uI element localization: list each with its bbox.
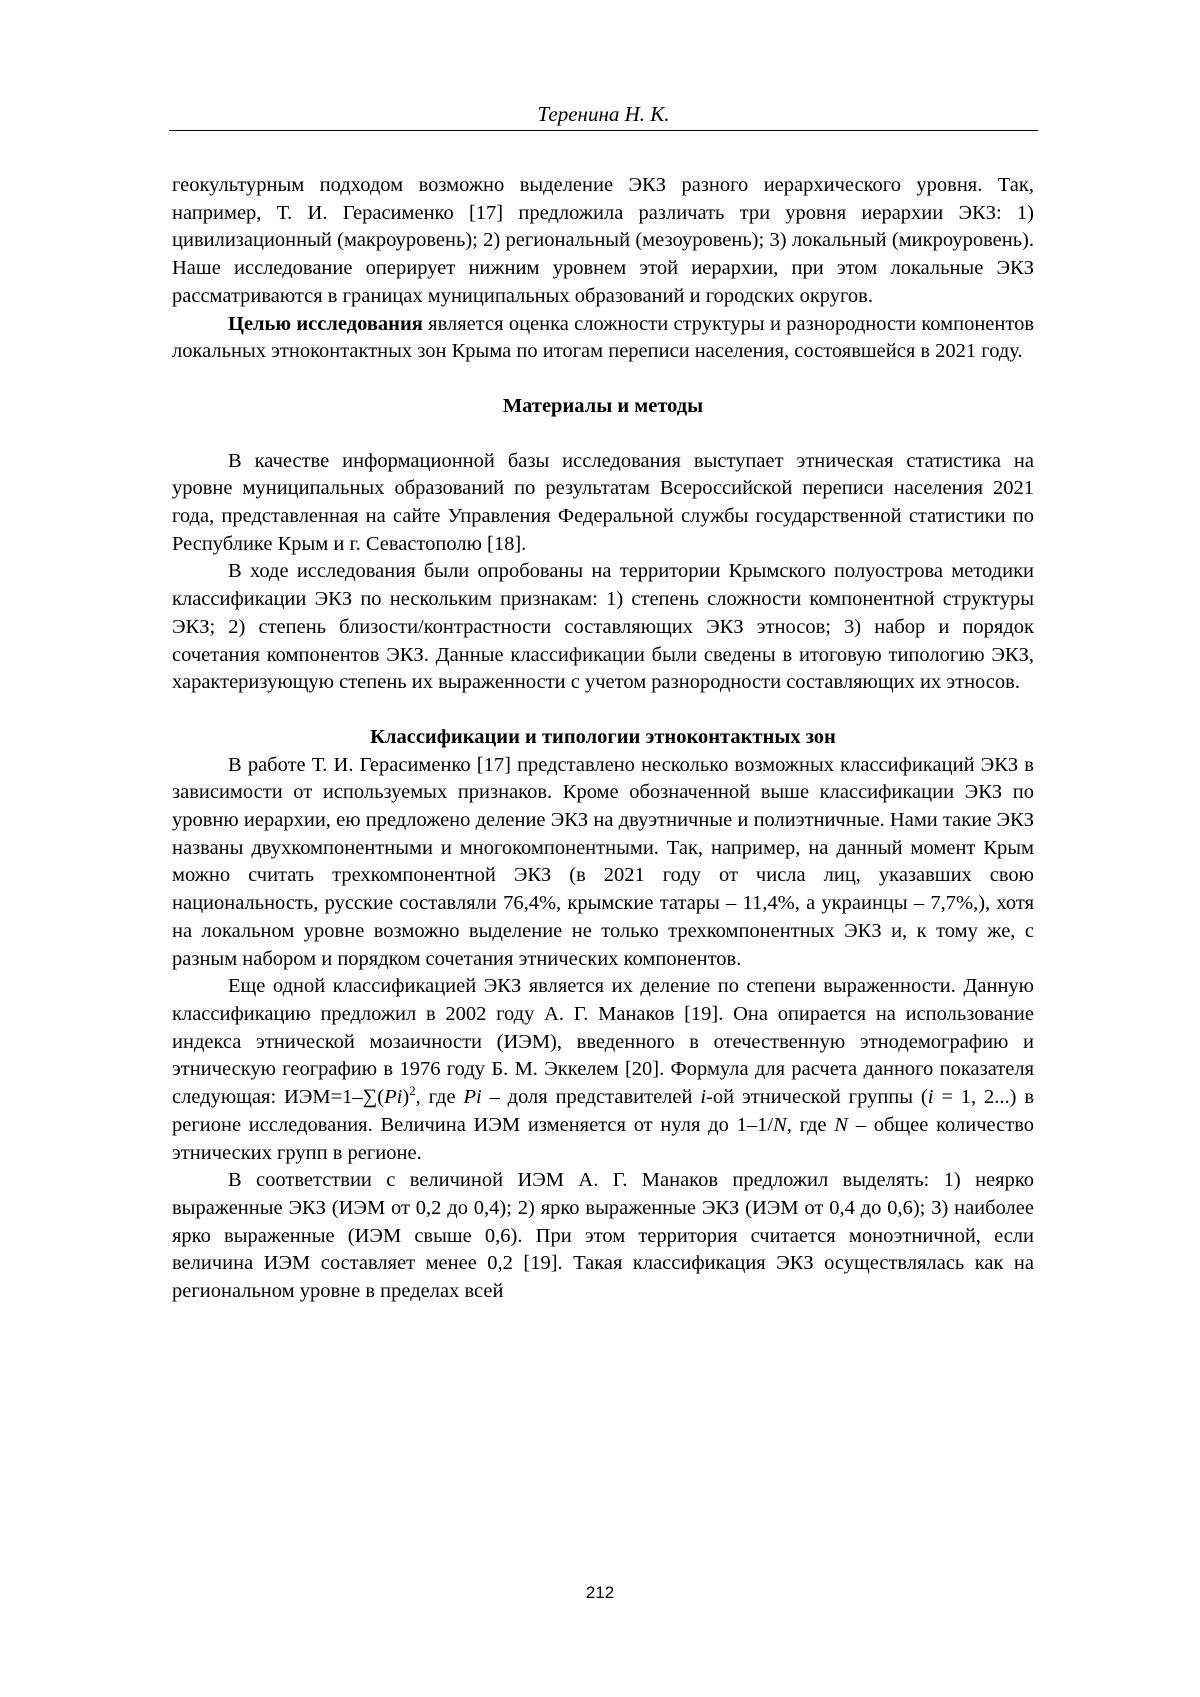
p6-text: = 1, 2...) в регионе исследования. Величина ИЭМ изменяется от нуля до 1–1/ <box>172 1086 1034 1136</box>
formula-index: i <box>700 1086 707 1109</box>
spacer <box>172 366 1034 393</box>
goal-text: является оценка сложности структуры и разнородности компонентов локальных этноконтактных зон Крыма по итогам переписи населения, состоявшейся в 2021 году. <box>172 312 1034 363</box>
spacer <box>172 697 1034 724</box>
body-text <box>172 172 1034 1306</box>
goal-bold-phrase: Целью исследования <box>228 312 423 335</box>
p6-text: , где <box>415 1086 464 1109</box>
p6-text: ) <box>402 1086 410 1109</box>
running-title: Теренина Н. К. <box>537 102 670 126</box>
formula-n: N <box>834 1113 848 1136</box>
paragraph-7: В соответствии с величиной ИЭМ А. Г. Манаков предложил выделять: 1) неярко выраженные ЭКЗ (ИЭМ от 0,2 до 0,4); 2) ярко выраженные ЭКЗ (ИЭМ от 0,4 до 0,6); 3) наиболее ярко выраженные (ИЭМ свыше 0,6). При этом территория считается моноэтничной, если величина ИЭМ составляет менее 0,2 [19]. Такая классификация ЭКЗ осуществлялась как на региональном уровне в пределах всей <box>172 1169 1034 1303</box>
page-number: 212 <box>585 1583 615 1602</box>
section-title-classifications: Классификации и типологии этноконтактных зон <box>370 725 836 748</box>
p6-text: , где <box>786 1113 835 1136</box>
spacer <box>172 421 1034 448</box>
paragraph-goal <box>172 311 1034 366</box>
formula-n: N <box>773 1113 787 1136</box>
formula-exponent: 2 <box>409 1083 416 1099</box>
formula-index: i <box>927 1086 934 1109</box>
paragraph-6 <box>172 973 1034 1167</box>
p6-text: -ой этнической группы ( <box>706 1086 928 1109</box>
paragraph-4: В ходе исследования были опробованы на территории Крымского полуострова методики классификации ЭКЗ по нескольким признакам: 1) степень сложности компонентной структуры ЭКЗ; 2) степень близости/контрастности составляющих ЭКЗ этносов; 3) набор и порядок сочетания компонентов ЭКЗ. Данные классификации были сведены в итоговую типологию ЭКЗ, характеризующую степень их выраженности с учетом разнородности составляющих их этносов. <box>172 560 1034 694</box>
paragraph-5: В работе Т. И. Герасименко [17] представлено несколько возможных классификаций ЭКЗ в зависимости от используемых признаков. Кроме обозначенной выше классификации ЭКЗ по уровню иерархии, ею предложено деление ЭКЗ на двуэтничные и полиэтничные. Нами такие ЭКЗ названы двухкомпонентными и многокомпонентными. Так, например, на данный момент Крым можно считать трехкомпонентной ЭКЗ (в 2021 году от числа лиц, указавших свою национальность, русские составляли 76,4%, крымские татары – 11,4%, а украинцы – 7,7%,), хотя на локальном уровне возможно выделение не только трехкомпонентных ЭКЗ и, к тому же, с разным набором и порядком сочетания этнических компонентов. <box>172 753 1034 970</box>
section-title-materials: Материалы и методы <box>502 394 704 417</box>
formula-pi: Pi <box>384 1086 403 1109</box>
paragraph-1: геокультурным подходом возможно выделение ЭКЗ разного иерархического уровня. Так, например, Т. И. Герасименко [17] предложила различать три уровня иерархии ЭКЗ: 1) цивилизационный (макроуровень); 2) региональный (мезоуровень); 3) локальный (микроуровень). Наше исследование оперирует нижним уровнем этой иерархии, при этом локальные ЭКЗ рассматриваются в границах муниципальных образований и городских округов. <box>172 174 1034 307</box>
p6-text: – доля представителей <box>481 1086 701 1109</box>
header-rule <box>169 130 1038 131</box>
formula-pi: Pi <box>463 1086 482 1109</box>
paragraph-3: В качестве информационной базы исследования выступает этническая статистика на уровне муниципальных образований по результатам Всероссийской переписи населения 2021 года, представленная на сайте Управления Федеральной службы государственной статистики по Республике Крым и г. Севастополю [18]. <box>172 449 1034 555</box>
p6-text: – общее количество этнических групп в регионе. <box>172 1113 1034 1164</box>
p6-text: Еще одной классификацией ЭКЗ является их деление по степени выраженности. Данную классификацию предложил в 2002 году А. Г. Манаков [19]. Она опирается на использование индекса этнической мозаичности (ИЭМ), введенного в отечественную этнодемографию и этническую географию в 1976 году Б. М. Эккелем [20]. Формула для расчета данного показателя следующая: ИЭМ=1–∑( <box>172 975 1034 1109</box>
